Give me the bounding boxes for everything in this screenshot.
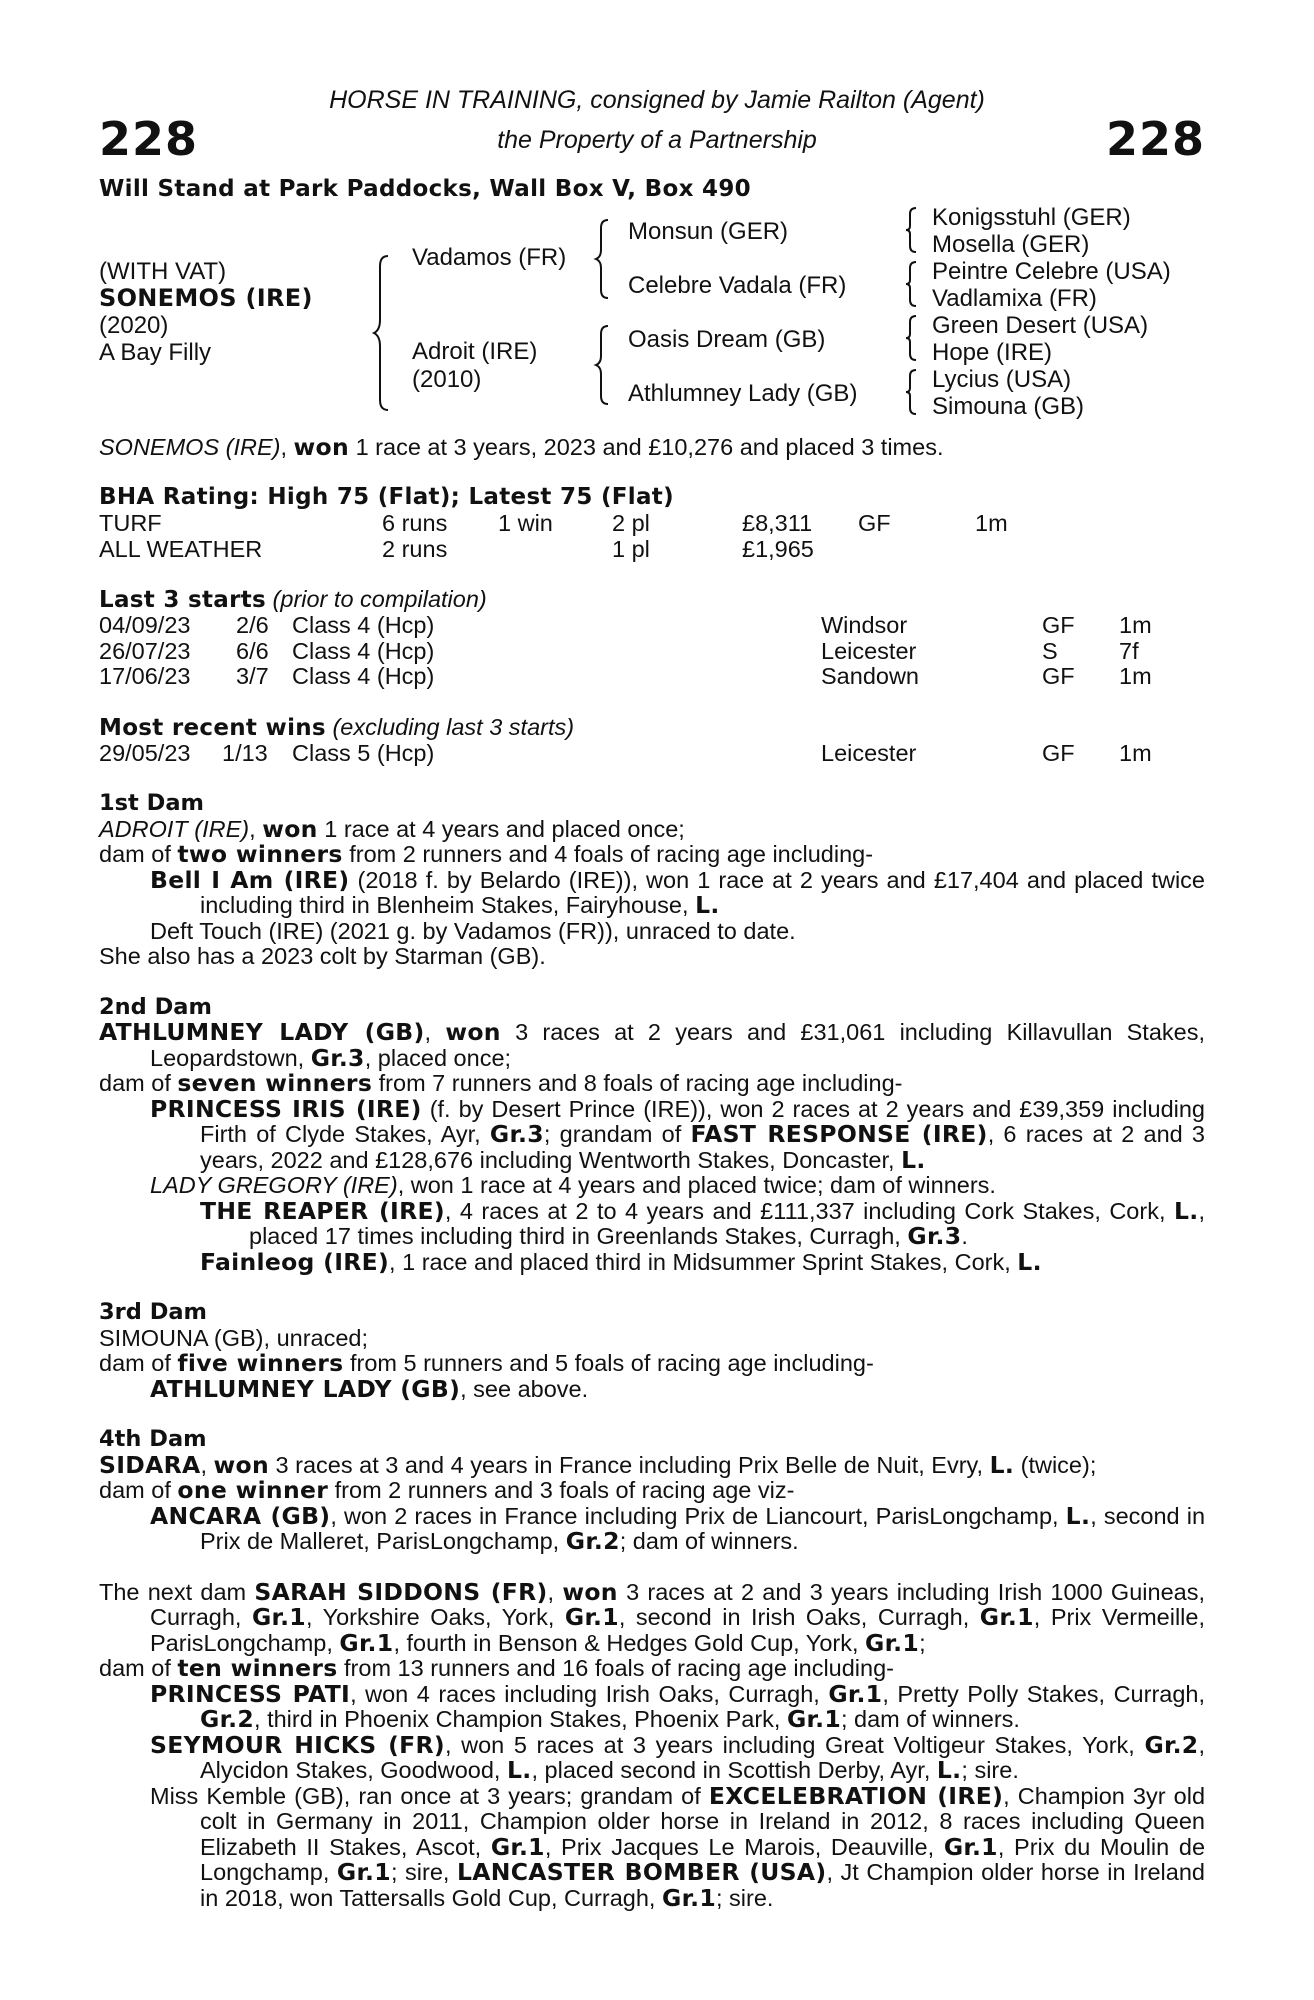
next-dam-record: The next dam SARAH SIDDONS (FR), won 3 races at 2 and 3 years including Irish 1000 Guineas, Curragh, Gr.1, Yorkshire Oaks, York, Gr.1, second in Irish Oaks, Curragh, Gr.1, Prix Vermeille, ParisLongchamp, Gr.1, fourth in Benson & Hedges Gold Cup, York, Gr.1;	[99, 1577, 1206, 1657]
rating-prize: £8,311	[742, 510, 813, 536]
third-dam-record: SIMOUNA (GB), unraced;	[99, 1324, 369, 1351]
grade-label: L.	[901, 1145, 926, 1174]
progeny-text: , won 2 races in France including Prix de Liancourt, ParisLongchamp,	[330, 1502, 1059, 1529]
dam-of-label: dam of	[99, 1655, 171, 1681]
record-text: ;	[919, 1629, 926, 1656]
produce-text: from 7 runners and 8 foals of racing age including-	[378, 1070, 903, 1096]
foaling-year: (2020)	[99, 312, 169, 339]
record-text: 3 races at 2 and 3 years including Irish 1000 Guineas, Curragh,	[150, 1578, 1205, 1630]
pedigree-bracket-dam	[594, 324, 612, 406]
progeny-name: FAST RESPONSE (IRE)	[690, 1120, 988, 1148]
stand-location: Will Stand at Park Paddocks, Wall Box V, Box 490	[99, 176, 751, 202]
progeny-text: , third in Phoenix Champion Stakes, Phoenix Park,	[254, 1706, 781, 1732]
summary-won: won	[293, 433, 350, 461]
progeny-fainleog	[99, 1247, 1205, 1276]
horse-name: SONEMOS (IRE)	[99, 284, 313, 312]
progeny-name: PRINCESS PATI	[150, 1679, 351, 1708]
record-text: 3 races at 2 years and £31,061 including Killavullan Stakes, Leopardstown,	[150, 1019, 1206, 1071]
grade-label: Gr.1	[661, 1883, 716, 1912]
dam-name: Adroit (IRE)	[412, 338, 538, 365]
win-class: Class 5 (Hcp)	[292, 740, 435, 766]
ancestor-g3-3: Peintre Celebre (USA)	[932, 258, 1171, 285]
progeny-princess-iris	[99, 1094, 1206, 1174]
rating-surface: ALL WEATHER	[99, 536, 263, 562]
win-position: 1/13	[222, 740, 268, 766]
horse-description: A Bay Filly	[99, 339, 212, 366]
grade-label: Gr.2	[565, 1527, 620, 1555]
summary-horse-name: SONEMOS (IRE)	[99, 434, 281, 460]
grade-label: L.	[695, 891, 720, 919]
progeny-text: ; grandam of	[543, 1121, 682, 1147]
third-dam-heading: 3rd Dam	[99, 1299, 207, 1325]
progeny-deft-touch: Deft Touch (IRE) (2021 g. by Vadamos (FR)), unraced to date.	[150, 917, 796, 944]
fourth-dam-heading: 4th Dam	[99, 1426, 207, 1452]
grade-label: Gr.1	[979, 1603, 1034, 1631]
winners-count: five winners	[177, 1349, 344, 1377]
progeny-text: Miss Kemble (GB), ran once at 3 years; grandam of	[150, 1782, 701, 1809]
progeny-text: (2018 f. by Belardo (IRE)), won 1 race at 2 years and £17,404 and placed twice including third in Blenheim Stakes, Fairyhouse,	[200, 866, 1205, 918]
start-distance: 1m	[1119, 612, 1152, 638]
start-date: 04/09/23	[99, 612, 191, 638]
record-text: , Yorkshire Oaks, York,	[305, 1604, 555, 1630]
start-position: 6/6	[236, 638, 269, 664]
produce-text: from 2 runners and 3 foals of racing age viz-	[334, 1477, 795, 1503]
dam-of-label: dam of	[99, 1350, 171, 1376]
progeny-ancara	[99, 1501, 1206, 1555]
dam-sections	[99, 791, 1205, 1911]
progeny-text: , 4 races at 2 to 4 years and £111,337 including Cork Stakes, Cork,	[444, 1197, 1166, 1224]
progeny-the-reaper	[99, 1196, 1206, 1250]
win-distance: 1m	[1119, 740, 1152, 766]
won-label: won	[445, 1018, 501, 1046]
first-dam-produce	[99, 842, 1205, 868]
record-text: , Prix Vermeille, ParisLongchamp,	[150, 1604, 1206, 1656]
next-dam-intro: The next dam	[99, 1578, 247, 1605]
progeny-text: ; dam of winners.	[840, 1706, 1020, 1732]
progeny-athlumney-lady	[99, 1374, 1205, 1403]
race-summary: SONEMOS (IRE), won 1 race at 3 years, 2023 and £10,276 and placed 3 times.	[99, 433, 944, 461]
progeny-bell-i-am	[99, 865, 1205, 919]
fourth-dam-produce	[99, 1478, 1205, 1504]
first-dam-record: ADROIT (IRE), won 1 race at 4 years and placed once;	[99, 814, 685, 843]
last-starts-heading	[99, 587, 487, 614]
grade-label: Gr.3	[489, 1120, 544, 1148]
rating-runs: 2 runs	[382, 536, 448, 562]
consignor-line: HORSE IN TRAINING, consigned by Jamie Railton (Agent)	[329, 86, 985, 114]
progeny-text: ; sire,	[390, 1859, 450, 1885]
progeny-text: , 6 races at 2 and 3 years, 2022 and £128,676 including Wentworth Stakes, Doncaster,	[200, 1121, 1205, 1173]
last-starts-note: (prior to compilation)	[272, 586, 487, 612]
summary-text: 1 race at 3 years, 2023 and £10,276 and placed 3 times.	[355, 434, 944, 460]
sire-name: Vadamos (FR)	[412, 244, 567, 271]
progeny-name: SEYMOUR HICKS (FR)	[150, 1730, 445, 1759]
second-dam-record: ATHLUMNEY LADY (GB), won 3 races at 2 years and £31,061 including Killavullan Stakes, Leopardstown, Gr.3, placed once;	[99, 1018, 1206, 1072]
winners-count: two winners	[177, 840, 343, 868]
grade-label: Gr.1	[251, 1603, 306, 1631]
progeny-text: , won 4 races including Irish Oaks, Curragh,	[350, 1680, 820, 1707]
start-going: GF	[1042, 663, 1075, 689]
progeny-text: ; sire.	[716, 1884, 774, 1911]
record-text: (twice);	[1020, 1451, 1097, 1478]
vat-note: (WITH VAT)	[99, 258, 227, 285]
grade-label: L.	[1017, 1247, 1042, 1276]
rating-places: 2 pl	[612, 510, 650, 536]
progeny-text: , see above.	[460, 1375, 589, 1402]
grade-label: Gr.1	[828, 1679, 883, 1708]
grade-label: Gr.3	[907, 1222, 962, 1250]
record-text: , placed once;	[364, 1044, 512, 1071]
progeny-name: Bell I Am (IRE)	[150, 865, 350, 894]
progeny-name: ATHLUMNEY LADY (GB)	[150, 1374, 461, 1403]
dam-dam-name: Athlumney Lady (GB)	[628, 380, 858, 407]
progeny-name: THE REAPER (IRE)	[200, 1196, 445, 1225]
progeny-text: , Prix Jacques Le Marois, Deauville,	[544, 1833, 935, 1860]
lot-number-right: 228	[1105, 112, 1205, 166]
fourth-dam-name: SIDARA	[99, 1450, 201, 1479]
progeny-text: , 1 race and placed third in Midsummer Sprint Stakes, Cork,	[389, 1248, 1011, 1275]
spacer	[99, 1402, 1205, 1427]
start-distance: 7f	[1119, 638, 1139, 664]
rating-runs: 6 runs	[382, 510, 448, 536]
recent-wins-title: Most recent wins	[99, 715, 326, 741]
progeny-text: , Pretty Polly Stakes, Curragh,	[882, 1680, 1206, 1707]
grade-label: Gr.3	[310, 1043, 365, 1072]
second-dam-name: ATHLUMNEY LADY (GB)	[99, 1018, 425, 1046]
grade-label: L.	[936, 1756, 962, 1784]
dam-sire-name: Oasis Dream (GB)	[628, 326, 826, 353]
progeny-name: LADY GREGORY (IRE)	[150, 1172, 398, 1198]
lot-number-left: 228	[99, 112, 199, 166]
progeny-text: ; sire.	[961, 1757, 1019, 1783]
next-dam-name: SARAH SIDDONS (FR)	[254, 1577, 548, 1606]
grade-label: Gr.1	[490, 1832, 545, 1861]
property-line: the Property of a Partnership	[497, 126, 817, 154]
progeny-text: (f. by Desert Prince (IRE)), won 2 races at 2 years and £39,359 including Firth of Clyde Stakes, Ayr,	[200, 1095, 1206, 1147]
grade-label: Gr.2	[200, 1705, 255, 1733]
grade-label: Gr.1	[786, 1705, 841, 1733]
grade-label: Gr.1	[339, 1628, 394, 1657]
second-dam-produce	[99, 1071, 1205, 1097]
progeny-text: , won 1 race at 4 years and placed twice; dam of winners.	[397, 1172, 996, 1198]
progeny-miss-kemble	[99, 1781, 1206, 1912]
start-date: 26/07/23	[99, 638, 191, 664]
progeny-seymour-hicks	[99, 1730, 1205, 1784]
ancestor-g3-4: Vadlamixa (FR)	[932, 285, 1097, 312]
ancestor-g3-7: Lycius (USA)	[932, 366, 1072, 393]
rating-places: 1 pl	[612, 536, 650, 562]
win-date: 29/05/23	[99, 740, 191, 766]
progeny-text: , placed 17 times including third in Greenlands Stakes, Curragh,	[249, 1197, 1206, 1249]
grade-label: Gr.1	[564, 1603, 619, 1631]
dam-year: (2010)	[412, 366, 482, 393]
start-going: GF	[1042, 612, 1075, 638]
progeny-text: , Champion 3yr old colt in Germany in 2011, Champion older horse in Ireland in 2012, 8 races including Queen Elizabeth II Stakes, Ascot,	[200, 1782, 1206, 1860]
spacer	[99, 970, 1205, 995]
progeny-name: EXCELEBRATION (IRE)	[708, 1781, 1004, 1810]
ancestor-g3-1: Konigsstuhl (GER)	[932, 204, 1131, 231]
start-date: 17/06/23	[99, 663, 191, 689]
progeny-text: , Alycidon Stakes, Goodwood,	[200, 1731, 1205, 1783]
grade-label: Gr.2	[1144, 1730, 1199, 1759]
rating-wins: 1 win	[498, 510, 553, 536]
sire-sire-name: Monsun (GER)	[628, 218, 789, 245]
progeny-text: ; dam of winners.	[619, 1528, 799, 1554]
dam-of-label: dam of	[99, 1070, 171, 1096]
start-class: Class 4 (Hcp)	[292, 612, 435, 638]
progeny-lady-gregory	[99, 1173, 1205, 1199]
first-dam-also: She also has a 2023 colt by Starman (GB).	[99, 943, 546, 969]
progeny-text: , Jt Champion older horse in Ireland in 2018, won Tattersalls Gold Cup, Curragh,	[200, 1859, 1205, 1911]
last-starts-title: Last 3 starts	[99, 587, 267, 613]
start-course: Sandown	[821, 663, 919, 689]
pedigree-bracket-g2	[904, 260, 920, 308]
rating-distance: 1m	[975, 510, 1008, 536]
pedigree-bracket-main	[372, 254, 392, 412]
win-course: Leicester	[821, 740, 917, 766]
record-text: , fourth in Benson & Hedges Gold Cup, York,	[393, 1629, 859, 1656]
progeny-text: , won 5 races at 3 years including Great Voltigeur Stakes, York,	[444, 1731, 1135, 1758]
grade-label: L.	[989, 1450, 1015, 1479]
first-dam-heading: 1st Dam	[99, 790, 204, 816]
sire-dam-name: Celebre Vadala (FR)	[628, 272, 847, 299]
start-position: 3/7	[236, 663, 269, 689]
produce-text: from 13 runners and 16 foals of racing age including-	[344, 1655, 894, 1681]
won-label: won	[213, 1450, 270, 1479]
ancestor-g3-8: Simouna (GB)	[932, 393, 1085, 420]
start-distance: 1m	[1119, 663, 1152, 689]
progeny-text: , Prix du Moulin de Longchamp,	[200, 1833, 1206, 1885]
progeny-text: .	[961, 1223, 968, 1249]
fourth-dam-record: SIDARA, won 3 races at 3 and 4 years in France including Prix Belle de Nuit, Evry, L. (twice);	[99, 1450, 1097, 1479]
recent-wins-note: (excluding last 3 starts)	[332, 714, 575, 740]
win-going: GF	[1042, 740, 1075, 766]
ancestor-g3-6: Hope (IRE)	[932, 339, 1053, 366]
grade-label: L.	[1173, 1196, 1199, 1225]
pedigree-bracket-sire	[594, 218, 612, 300]
pedigree-bracket-g4	[904, 368, 920, 416]
dam-of-label: dam of	[99, 1477, 171, 1503]
pedigree-bracket-g1	[904, 206, 920, 254]
rating-prize: £1,965	[742, 536, 814, 562]
pedigree-bracket-g3	[904, 314, 920, 362]
grade-label: L.	[506, 1756, 532, 1784]
record-text: 1 race at 4 years and placed once;	[324, 815, 685, 842]
winners-count: seven winners	[177, 1069, 373, 1097]
grade-label: Gr.1	[943, 1832, 998, 1861]
start-going: S	[1042, 638, 1058, 664]
grade-label: L.	[1065, 1501, 1091, 1530]
spacer	[99, 1275, 1205, 1300]
won-label: won	[262, 814, 318, 843]
grade-label: Gr.1	[336, 1858, 391, 1886]
rating-going: GF	[858, 510, 891, 536]
record-text: 3 races at 3 and 4 years in France including Prix Belle de Nuit, Evry,	[275, 1451, 984, 1478]
progeny-text: , second in Prix de Malleret, ParisLongchamp,	[200, 1502, 1206, 1554]
progeny-name: ANCARA (GB)	[150, 1501, 331, 1530]
produce-text: from 5 runners and 5 foals of racing age including-	[349, 1350, 874, 1376]
second-dam-heading: 2nd Dam	[99, 993, 212, 1020]
first-dam-name: ADROIT (IRE)	[99, 815, 250, 842]
ancestor-g3-5: Green Desert (USA)	[932, 312, 1149, 339]
recent-wins-heading	[99, 715, 574, 742]
next-dam-produce	[99, 1656, 1205, 1682]
dam-of-label: dam of	[99, 841, 171, 867]
start-course: Windsor	[821, 612, 908, 638]
progeny-name: LANCASTER BOMBER (USA)	[457, 1858, 827, 1886]
spacer	[99, 1555, 1205, 1580]
ancestor-g3-2: Mosella (GER)	[932, 231, 1090, 258]
winners-count: ten winners	[177, 1654, 338, 1682]
progeny-name: Fainleog (IRE)	[200, 1247, 390, 1276]
progeny-name: PRINCESS IRIS (IRE)	[150, 1094, 422, 1123]
won-label: won	[562, 1577, 618, 1606]
grade-label: Gr.1	[865, 1628, 920, 1657]
start-class: Class 4 (Hcp)	[292, 638, 435, 664]
third-dam-produce	[99, 1351, 1205, 1377]
progeny-text: , placed second in Scottish Derby, Ayr,	[531, 1757, 931, 1783]
record-text: , second in Irish Oaks, Curragh,	[618, 1604, 970, 1630]
start-class: Class 4 (Hcp)	[292, 663, 435, 689]
start-position: 2/6	[236, 612, 269, 638]
rating-surface: TURF	[99, 510, 162, 536]
rating-title: BHA Rating: High 75 (Flat); Latest 75 (Flat)	[99, 484, 674, 510]
progeny-princess-pati	[99, 1679, 1206, 1733]
start-course: Leicester	[821, 638, 917, 664]
winners-count: one winner	[177, 1476, 329, 1504]
produce-text: from 2 runners and 4 foals of racing age including-	[349, 841, 874, 867]
